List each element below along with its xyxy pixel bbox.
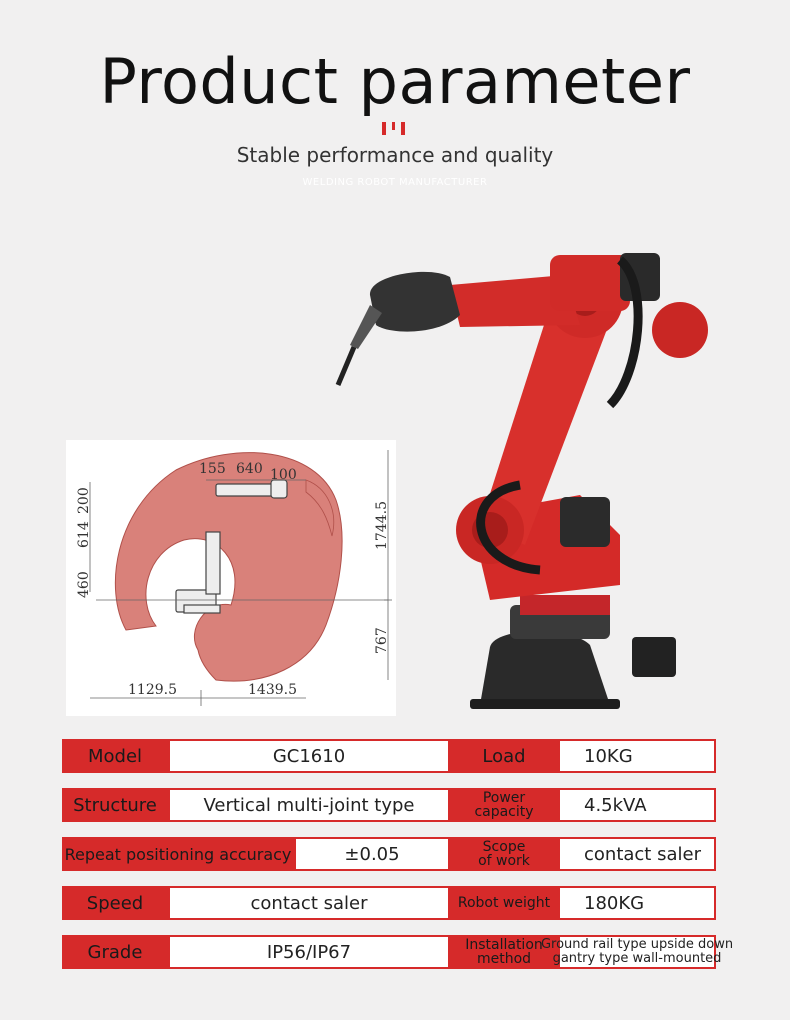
power-capacity-label-line2: capacity (474, 804, 534, 820)
grade-label: Grade (62, 935, 168, 969)
dimension-label: 640 (236, 461, 263, 477)
dimension-label: 614 (76, 521, 92, 548)
page-title: Product parameter (99, 45, 691, 118)
installation-method-value-line1: Ground rail type upside down (540, 937, 734, 952)
structure-label: Structure (62, 788, 168, 822)
param-row-speed (62, 886, 716, 920)
speed-value: contact saler (168, 886, 450, 920)
scope-of-work-label-line1: Scope (482, 839, 526, 855)
power-capacity-label (450, 788, 558, 822)
repeat-accuracy-value: ±0.05 (294, 837, 450, 871)
dimension-label: 460 (76, 571, 92, 598)
robot-weight-value: 180KG (558, 886, 716, 920)
model-value: GC1610 (168, 739, 450, 773)
robot-arm-image (320, 235, 740, 725)
structure-value: Vertical multi-joint type (168, 788, 450, 822)
watermark-text: WELDING ROBOT MANUFACTURER (302, 177, 488, 188)
load-label: Load (450, 739, 558, 773)
grade-value: IP56/IP67 (168, 935, 450, 969)
scope-of-work-label-line2: of work (478, 853, 530, 869)
repeat-accuracy-label: Repeat positioning accuracy (62, 837, 294, 871)
param-row-model (62, 739, 716, 773)
dimension-label: 1129.5 (128, 682, 177, 698)
robot-weight-label: Robot weight (450, 886, 558, 920)
installation-method-label-line2: method (476, 951, 532, 967)
installation-method-value (540, 935, 734, 969)
dimension-label: 1744.5 (374, 501, 390, 550)
accent-mark-icon (380, 122, 410, 136)
param-row-structure (62, 788, 716, 822)
dimension-label: 200 (76, 487, 92, 514)
power-capacity-label-line1: Power (482, 790, 526, 806)
installation-method-label-line1: Installation (465, 937, 543, 953)
model-label: Model (62, 739, 168, 773)
power-capacity-value: 4.5kVA (558, 788, 716, 822)
param-row-accuracy (62, 837, 716, 871)
dimension-label: 767 (374, 627, 390, 654)
dimension-label: 100 (270, 467, 297, 483)
scope-of-work-value: contact saler (558, 837, 716, 871)
param-row-grade (62, 935, 734, 969)
installation-method-value-line2: gantry type wall-mounted (552, 951, 722, 966)
dimension-label: 1439.5 (248, 682, 297, 698)
scope-of-work-label (450, 837, 558, 871)
dimension-label: 155 (199, 461, 226, 477)
page-subtitle: Stable performance and quality (236, 143, 554, 167)
load-value: 10KG (558, 739, 716, 773)
speed-label: Speed (62, 886, 168, 920)
